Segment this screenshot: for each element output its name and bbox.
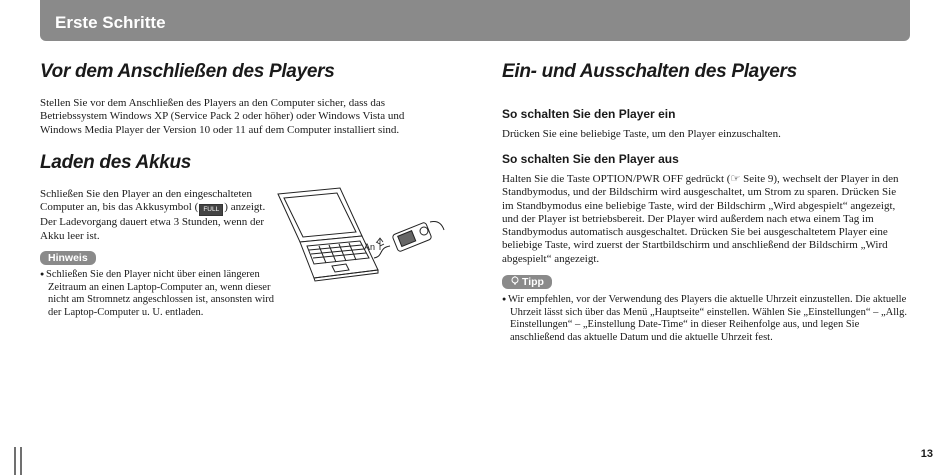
note-item: ● Schließen Sie den Player nicht über einen längeren Zeitraum an einen Laptop-Computer an, wenn dieser nicht am Stromnetz angeschlossen ist, ansonsten wird der Laptop-Computer u. U. entladen. xyxy=(40,268,275,319)
usb-icon xyxy=(376,238,384,250)
note-list xyxy=(40,268,275,319)
illustration-label-on: An xyxy=(364,242,376,252)
laptop-player-illustration xyxy=(274,186,454,286)
battery-full-icon: FULL xyxy=(199,204,223,216)
paragraph-charging xyxy=(40,188,272,243)
paragraph-power-off: Halten Sie die Taste OPTION/PWR OFF gedrückt (☞ Seite 9), wechselt der Player in den Standbymodus, und der Bildschirm wird ausgeschaltet, um Strom zu sparen. Drücken Sie im Standbymodus eine beliebige Taste, wird der Bildschirm „Wird abgespielt“ angezeigt, und der Player ist betriebsbereit. Der Player wird außerdem nach etwa einem Tag im Standbymodus automatisch ausgeschaltet. Drücken Sie bei ausgeschaltetem Player eine beliebige Taste, wird zuerst der Startbildschirm und anschließend der Bildschirm „Wird abgespielt“ angezeigt. xyxy=(502,173,899,265)
paragraph-before-connecting: Stellen Sie vor dem Anschließen des Players an den Computer sicher, dass das Betriebssystem Windows XP (Service Pack 2 oder höher) oder Windows Vista und Windows Media Player der Version 10 oder 11 auf dem Computer installiert sind. xyxy=(40,97,405,136)
lightbulb-icon xyxy=(510,276,520,286)
paragraph-power-on: Drücken Sie eine beliebige Taste, um den Player einzuschalten. xyxy=(502,128,781,140)
page-edge-mark xyxy=(12,443,27,475)
page-number: 13 xyxy=(920,448,933,460)
tip-badge-label: Tipp xyxy=(522,276,544,288)
heading-charging: Laden des Akkus xyxy=(40,152,192,173)
section-header-bar xyxy=(40,0,910,41)
tip-badge xyxy=(502,275,552,289)
heading-before-connecting: Vor dem Anschließen des Players xyxy=(40,61,335,82)
heading-power-on-off: Ein- und Ausschalten des Players xyxy=(502,61,797,82)
section-title: Erste Schritte xyxy=(55,13,166,32)
tip-list xyxy=(502,293,912,344)
tip-item: ● Wir empfehlen, vor der Verwendung des Players die aktuelle Uhrzeit einzustellen. Die aktuelle Uhrzeit lässt sich über das Menü „Hauptseite“ einstellen. Wählen Sie „Einstellungen“ – „Allg. Einstellungen“ – „Einstellung Date-Time“ in dieser Reihenfolge aus, und legen Sie anschließend das aktuelle Datum und die aktuelle Uhrzeit fest. xyxy=(502,293,912,344)
charging-text-start: Schließen Sie den Player an den eingeschalteten Computer an, bis das Akkusymbol ( xyxy=(40,188,252,214)
heading-power-off: So schalten Sie den Player aus xyxy=(502,152,679,166)
heading-power-on: So schalten Sie den Player ein xyxy=(502,107,676,121)
charging-text-end: ) anzeigt. Der Ladevorgang dauert etwa 3 Stunden, wenn der Akku leer ist. xyxy=(40,201,266,242)
note-badge: Hinweis xyxy=(40,251,96,265)
